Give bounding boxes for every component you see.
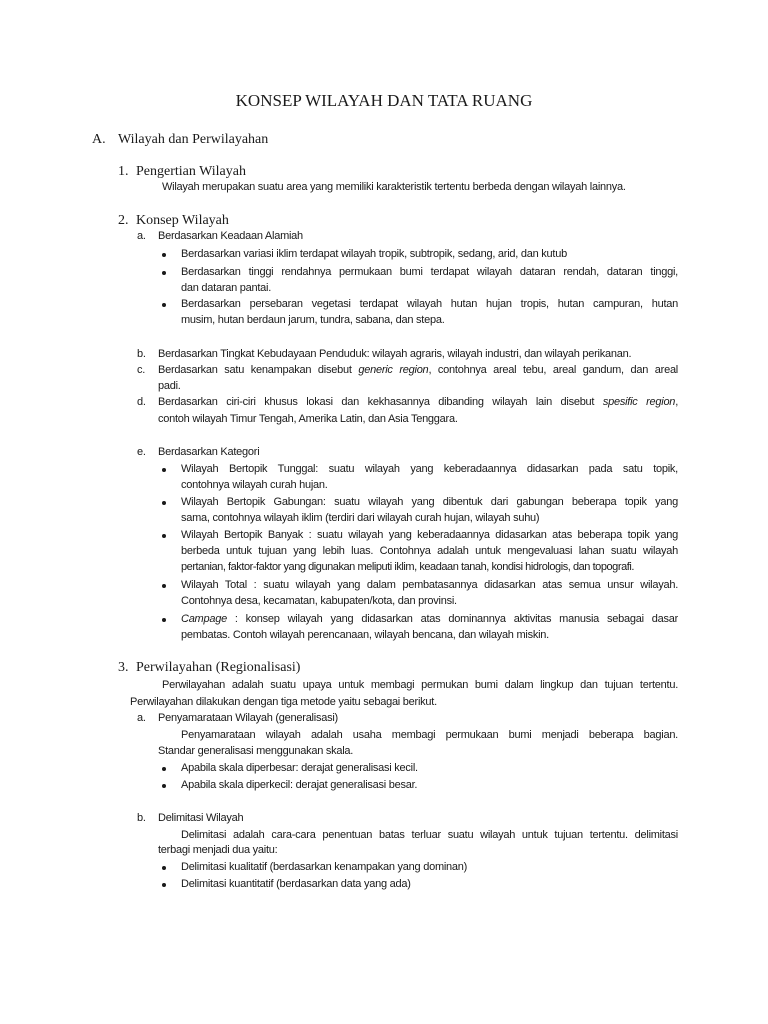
s2e-bullet-2-line2: sama, contohnya wilayah iklim (terdiri dari wilayah curah hujan, wilayah suhu) — [181, 512, 540, 524]
s2e-campage-line1: Campage : konsep wilayah yang didasarkan atas dominannya aktivitas manusia sebagai dasar — [181, 614, 678, 625]
s2d-line1: Berdasarkan ciri-ciri khusus lokasi dan kekhasannya dibanding wilayah lain disebut spesific region, — [158, 397, 678, 408]
s2e-bullet-3-line3: pertanian, faktor-faktor yang digunakan meliputi iklim, keadaan tanah, kondisi hidrologis, dan topografi. — [181, 561, 634, 573]
s2d-marker: d. — [137, 396, 146, 408]
bullet-icon — [162, 534, 166, 538]
s3b-para-line2: terbagi menjadi dua yaitu: — [158, 844, 278, 856]
s3-para-line1: Perwilayahan adalah suatu upaya untuk membagi permukan bumi dalam lingkup dan tujuan tertentu. — [162, 680, 678, 691]
s2a-bullet-2-line2: dan dataran pantai. — [181, 282, 272, 294]
s2e-bullet-3-line2: berbeda untuk tujuan yang lebih luas. Contohnya adalah untuk mengevaluasi lahan suatu wilayah — [181, 546, 678, 557]
s2c-line2: padi. — [158, 380, 181, 392]
bullet-icon — [162, 767, 166, 771]
s2b-marker: b. — [137, 348, 146, 360]
s2a-bullet-3-line2: musim, hutan berdaun jarum, tundra, sabana, dan stepa. — [181, 314, 445, 326]
bullet-icon — [162, 866, 166, 870]
bullet-icon — [162, 271, 166, 275]
section-a-heading: Wilayah dan Perwilayahan — [118, 132, 269, 147]
bullet-icon — [162, 253, 166, 257]
s3b-bullet-1: Delimitasi kualitatif (berdasarkan kenampakan yang dominan) — [181, 861, 468, 873]
s3-para-line2: Perwilayahan dilakukan dengan tiga metode yaitu sebagai berikut. — [130, 696, 437, 708]
s2a-bullet-3-line1: Berdasarkan persebaran vegetasi terdapat wilayah hutan hujan tropis, hutan campuran, hutan — [181, 299, 678, 310]
bullet-icon — [162, 303, 166, 307]
s3-marker: 3. — [118, 660, 129, 675]
s2e-bullet-1-line1: Wilayah Bertopik Tunggal: suatu wilayah yang keberadaannya didasarkan pada satu topik, — [181, 464, 678, 475]
s2a-bullet-1: Berdasarkan variasi iklim terdapat wilayah tropik, subtropik, sedang, arid, dan kutub — [181, 248, 567, 260]
s2e-heading: Berdasarkan Kategori — [158, 446, 260, 458]
s3a-para-line2: Standar generalisasi menggunakan skala. — [158, 745, 354, 757]
section-a-marker: A. — [92, 132, 106, 147]
s2e-campage-line2: pembatas. Contoh wilayah perencanaan, wilayah bencana, dan wilayah miskin. — [181, 629, 549, 641]
s2a-heading: Berdasarkan Keadaan Alamiah — [158, 230, 303, 242]
s2c-line1: Berdasarkan satu kenampakan disebut generic region, contohnya areal tebu, areal gandum, dan areal — [158, 365, 678, 376]
s3a-para-line1: Penyamarataan wilayah adalah usaha membagi permukaan bumi menjadi beberapa bagian. — [181, 730, 678, 741]
s2e-bullet-1-line2: contohnya wilayah curah hujan. — [181, 479, 328, 491]
s1-marker: 1. — [118, 164, 129, 179]
bullet-icon — [162, 468, 166, 472]
s3b-heading: Delimitasi Wilayah — [158, 812, 244, 824]
s2e-bullet-4-line1: Wilayah Total : suatu wilayah yang dalam pembatasannya didasarkan atas semua unsur wilayah. — [181, 580, 678, 591]
s2e-marker: e. — [137, 446, 146, 458]
s2a-bullet-2-line1: Berdasarkan tinggi rendahnya permukaan bumi terdapat wilayah dataran rendah, dataran tinggi, — [181, 267, 678, 278]
s3b-para-line1: Delimitasi adalah cara-cara penentuan batas terluar suatu wilayah untuk tujuan tertentu. delimitasi — [181, 830, 678, 841]
bullet-icon — [162, 883, 166, 887]
bullet-icon — [162, 618, 166, 622]
s2-heading: Konsep Wilayah — [136, 213, 229, 228]
s2e-bullet-3-line1: Wilayah Bertopik Banyak : suatu wilayah yang keberadaannya didasarkan atas beberapa topik yang — [181, 530, 678, 541]
document-title: KONSEP WILAYAH DAN TATA RUANG — [235, 91, 533, 110]
s2e-bullet-4-line2: Contohnya desa, kecamatan, kabupaten/kota, dan provinsi. — [181, 595, 457, 607]
s2d-line2: contoh wilayah Timur Tengah, Amerika Latin, dan Asia Tenggara. — [158, 413, 458, 425]
s2-marker: 2. — [118, 213, 129, 228]
bullet-icon — [162, 501, 166, 505]
s1-text: Wilayah merupakan suatu area yang memiliki karakteristik tertentu berbeda dengan wilayah lainnya. — [162, 181, 626, 193]
s3b-bullet-2: Delimitasi kuantitatif (berdasarkan data yang ada) — [181, 878, 411, 890]
s3b-marker: b. — [137, 812, 146, 824]
s3a-marker: a. — [137, 712, 146, 724]
s2a-marker: a. — [137, 230, 146, 242]
s3-heading: Perwilayahan (Regionalisasi) — [136, 660, 301, 675]
bullet-icon — [162, 784, 166, 788]
bullet-icon — [162, 584, 166, 588]
s3a-bullet-1: Apabila skala diperbesar: derajat generalisasi kecil. — [181, 762, 418, 774]
s3a-bullet-2: Apabila skala diperkecil: derajat generalisasi besar. — [181, 779, 418, 791]
s3a-heading: Penyamarataan Wilayah (generalisasi) — [158, 712, 338, 724]
s1-heading: Pengertian Wilayah — [136, 164, 246, 179]
s2c-marker: c. — [137, 364, 146, 376]
s2e-bullet-2-line1: Wilayah Bertopik Gabungan: suatu wilayah yang dibentuk dari gabungan beberapa topik yang — [181, 497, 678, 508]
s2b-text: Berdasarkan Tingkat Kebudayaan Penduduk: wilayah agraris, wilayah industri, dan wilayah perikanan. — [158, 348, 632, 360]
